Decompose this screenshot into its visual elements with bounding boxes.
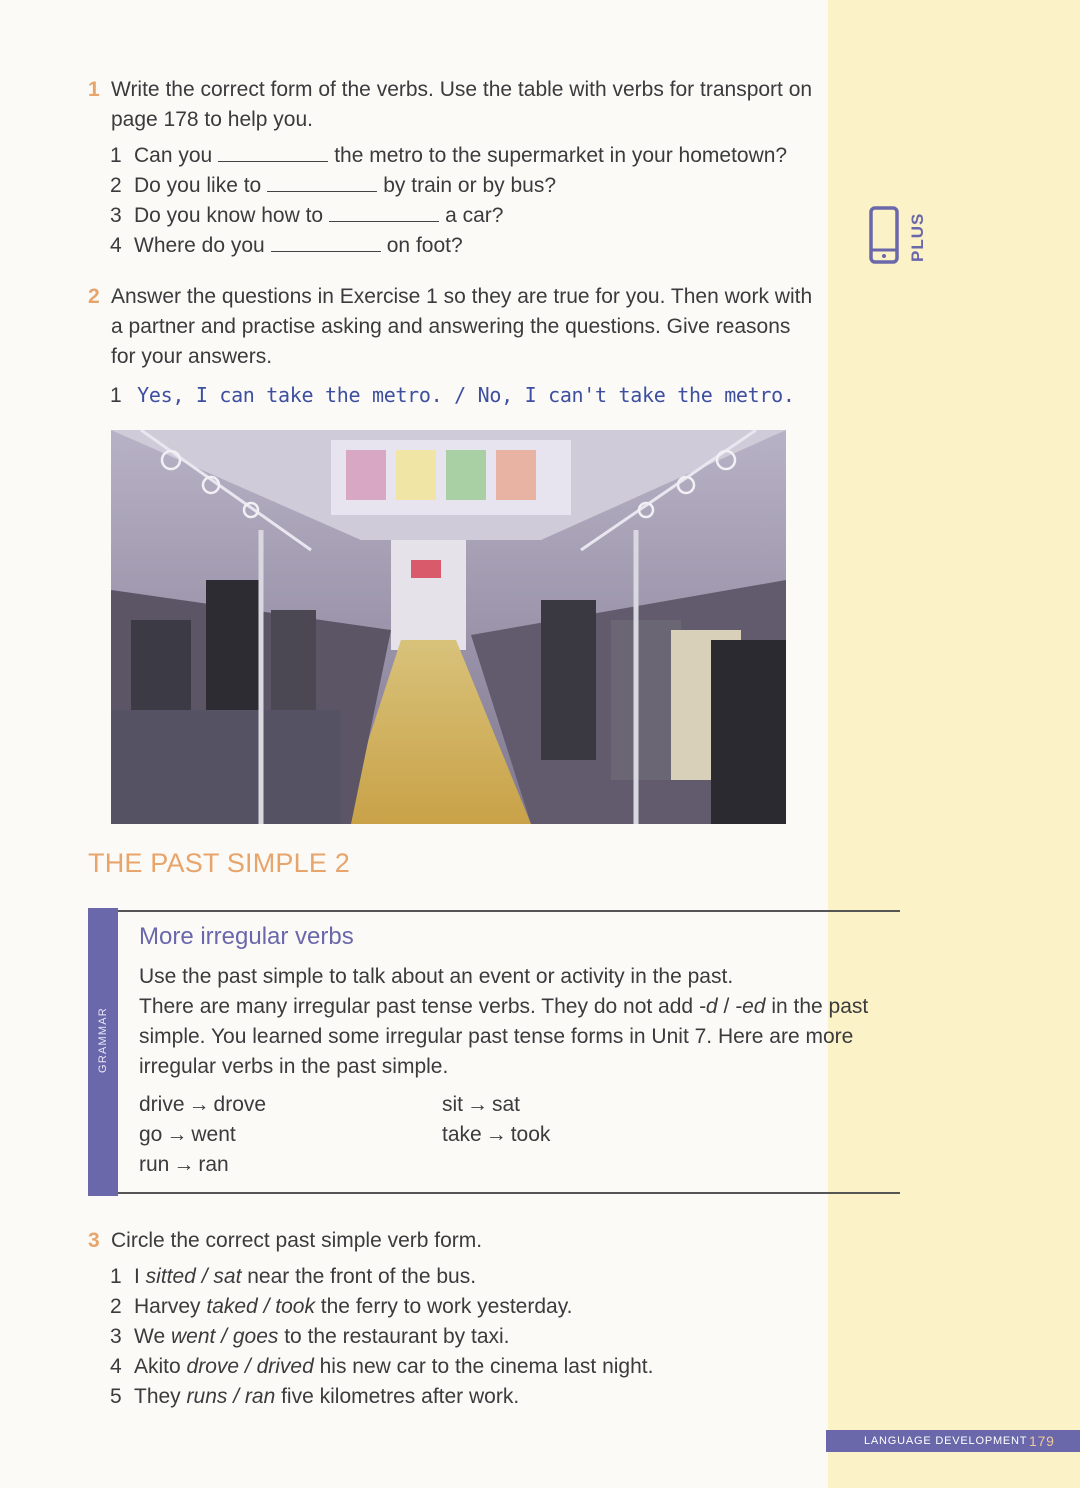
exercise-2 xyxy=(88,282,818,411)
verb-option[interactable]: runs xyxy=(186,1385,228,1408)
plus-label: PLUS xyxy=(908,212,927,262)
verb-pair: run → ran xyxy=(139,1153,229,1176)
grammar-content xyxy=(139,922,879,1180)
mobile-plus-icon xyxy=(868,205,928,265)
exercise-number: 3 xyxy=(88,1229,100,1252)
verb-pair: sit → sat xyxy=(442,1093,521,1116)
exercise-instruction: Answer the questions in Exercise 1 so they are true for you. Then work with a partner and practise asking and answering the questions. Give reasons for your answers. xyxy=(111,285,813,368)
grammar-text: Use the past simple to talk about an event or activity in the past. There are many irregular past tense verbs. They do not add -d / -ed in the past simple. You learned some irregular past tense forms in Unit 7. Here are more irregular verbs in the past simple. xyxy=(139,965,869,1078)
exercise-item: 2 Harvey taked / took the ferry to work yesterday. xyxy=(110,1295,573,1318)
answer-blank[interactable] xyxy=(271,233,381,252)
verb-option[interactable]: sitted xyxy=(145,1265,196,1288)
exercise-item: 2 Do you like to by train or by bus? xyxy=(110,174,556,197)
arrow-icon: → xyxy=(467,1093,488,1116)
exercise-number: 2 xyxy=(88,285,100,308)
verb-option[interactable]: drived xyxy=(256,1355,314,1378)
verb-option[interactable]: went xyxy=(170,1325,216,1348)
answer-blank[interactable] xyxy=(218,143,328,162)
answer-blank[interactable] xyxy=(329,203,439,222)
exercise-item: 1 Can you the metro to the supermarket in your hometown? xyxy=(110,144,788,167)
exercise-3-items xyxy=(110,1262,818,1412)
exercise-number: 1 xyxy=(88,78,100,101)
footer-label: LANGUAGE DEVELOPMENT xyxy=(864,1435,1028,1447)
divider xyxy=(118,910,900,912)
grammar-box xyxy=(88,908,900,1196)
exercise-instruction: Write the correct form of the verbs. Use the table with verbs for transport on page 178 to help you. xyxy=(111,78,813,131)
verb-pair: take → took xyxy=(442,1123,551,1146)
verb-option[interactable]: drove xyxy=(186,1355,240,1378)
verb-option[interactable]: goes xyxy=(232,1325,279,1348)
example-answer: 1 Yes, I can take the metro. / No, I can't take the metro. xyxy=(110,383,795,407)
exercise-instruction: Circle the correct past simple verb form. xyxy=(111,1229,483,1252)
grammar-heading: More irregular verbs xyxy=(139,923,354,950)
verb-option[interactable]: ran xyxy=(244,1385,276,1408)
exercise-item: 4 Akito drove / drived his new car to the cinema last night. xyxy=(110,1355,654,1378)
grammar-tab-label: GRAMMAR xyxy=(97,1007,109,1073)
arrow-icon: → xyxy=(485,1123,507,1146)
verb-option[interactable]: sat xyxy=(213,1265,242,1288)
verb-pair: drive → drove xyxy=(139,1093,267,1116)
exercise-item: 3 We went / goes to the restaurant by taxi. xyxy=(110,1325,510,1348)
exercise-item: 5 They runs / ran five kilometres after work. xyxy=(110,1385,520,1408)
page-number: 179 xyxy=(1029,1433,1055,1449)
answer-blank[interactable] xyxy=(267,173,377,192)
verb-option[interactable]: took xyxy=(275,1295,315,1318)
exercise-3 xyxy=(88,1226,818,1412)
yellow-sidebar xyxy=(828,0,1080,1488)
arrow-icon: → xyxy=(188,1093,210,1116)
verb-list xyxy=(139,1090,879,1180)
exercise-1 xyxy=(88,75,818,261)
metro-carriage-photo xyxy=(111,430,786,824)
page-footer xyxy=(826,1430,1080,1452)
grammar-tab xyxy=(88,908,118,1196)
arrow-icon: → xyxy=(173,1153,195,1176)
arrow-icon: → xyxy=(166,1123,188,1146)
exercise-item: 1 I sitted / sat near the front of the bus. xyxy=(110,1265,477,1288)
divider xyxy=(118,1192,900,1194)
section-title: THE PAST SIMPLE 2 xyxy=(88,848,350,878)
exercise-1-items xyxy=(110,141,818,261)
verb-pair: go → went xyxy=(139,1123,236,1146)
exercise-item: 4 Where do you on foot? xyxy=(110,234,463,257)
exercise-item: 3 Do you know how to a car? xyxy=(110,204,504,227)
verb-option[interactable]: taked xyxy=(206,1295,258,1318)
